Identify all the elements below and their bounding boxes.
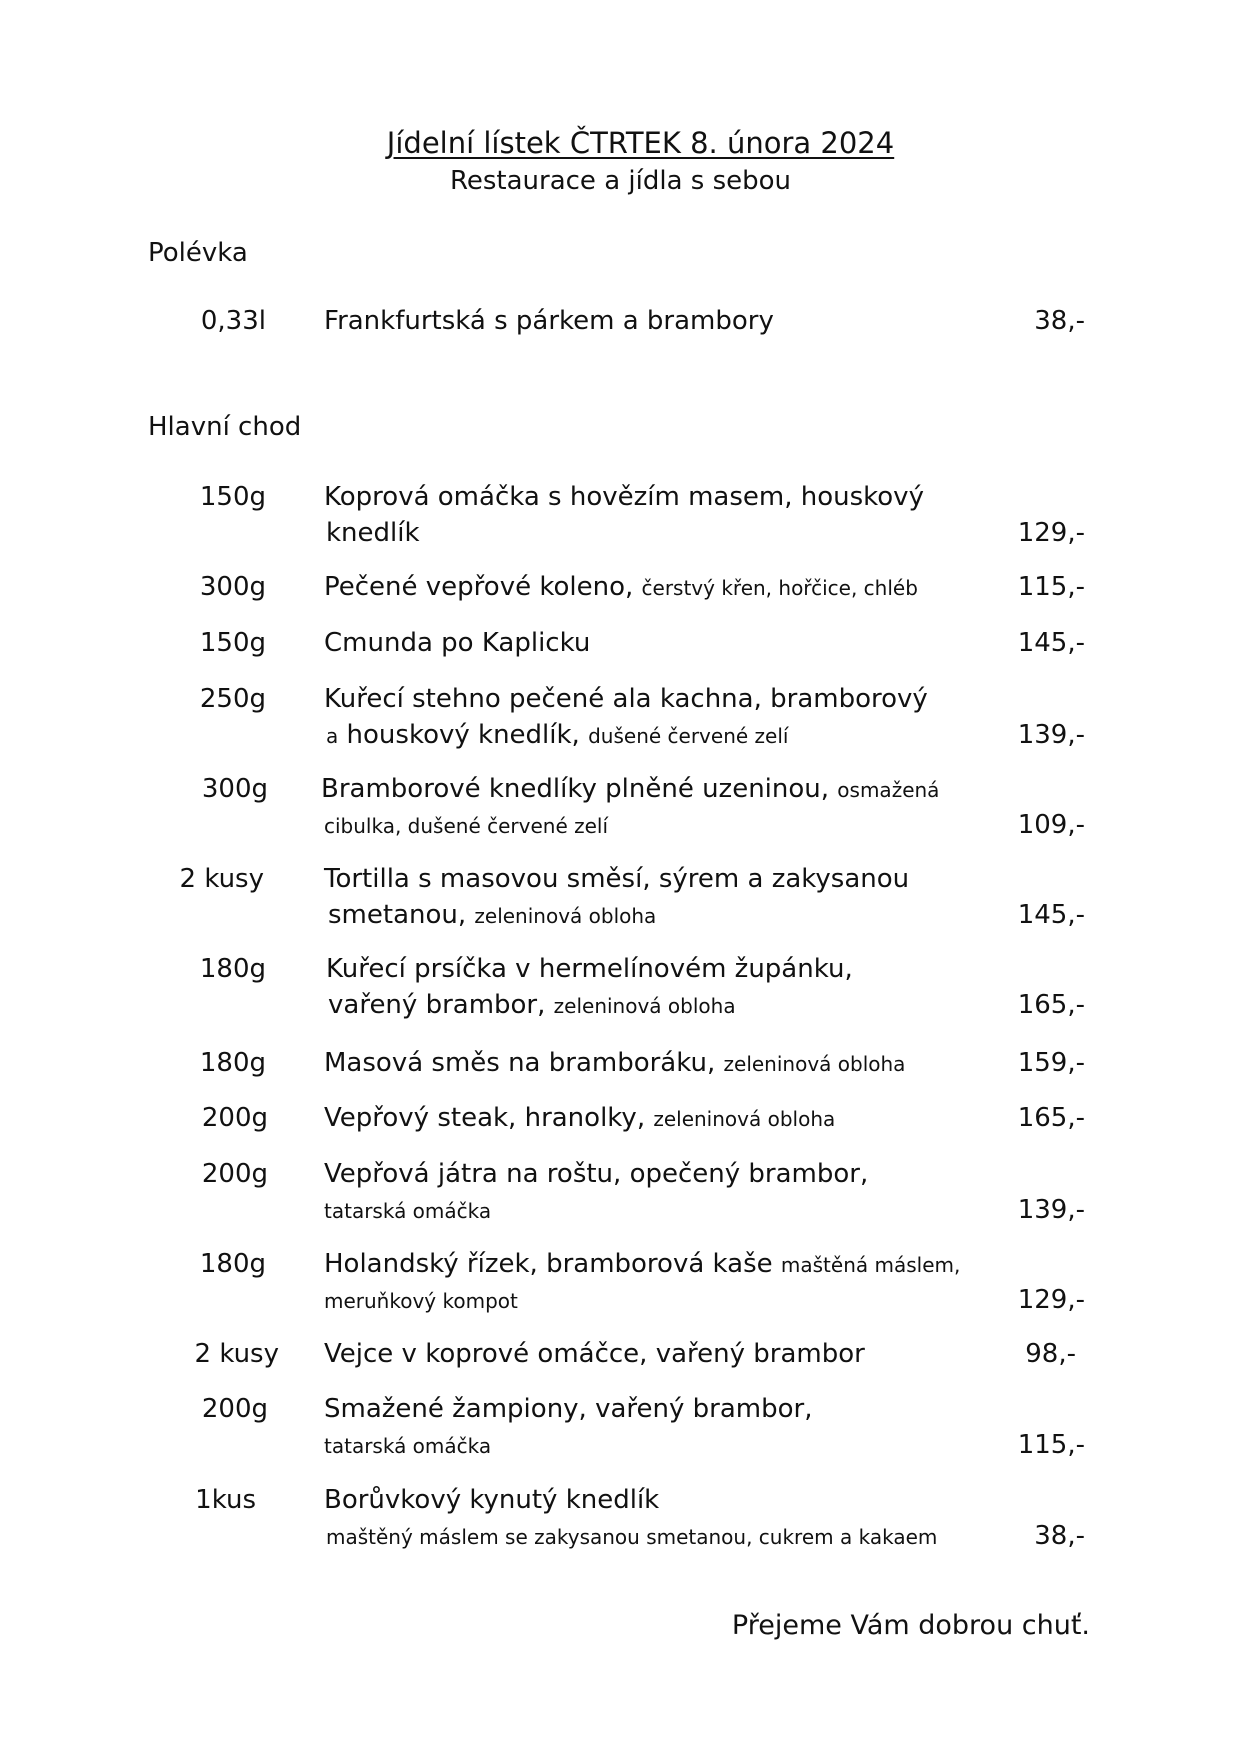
menu-item xyxy=(0,306,1241,366)
menu-title: Jídelní lístek ČTRTEK 8. února 2024 xyxy=(386,126,895,160)
item-quantity: 0,33l xyxy=(200,306,266,336)
item-name-main: Holandský řízek, bramborová kaše xyxy=(324,1249,773,1279)
item-quantity: 250g xyxy=(199,684,266,714)
menu-item xyxy=(0,954,1241,1020)
menu-subtitle-wrap xyxy=(0,166,1241,196)
item-quantity: 2 kusy xyxy=(194,1339,279,1369)
item-price: 115,- xyxy=(1017,1430,1085,1460)
item-side-dish-cont: tatarská omáčka xyxy=(324,1434,492,1458)
item-price: 38,- xyxy=(1034,1521,1085,1551)
item-price: 165,- xyxy=(1017,1103,1085,1133)
item-name-main: houskový knedlík, xyxy=(346,720,580,750)
item-side-dish: zeleninová obloha xyxy=(553,994,736,1018)
item-name: Kuřecí stehno pečené ala kachna, bramborový xyxy=(324,684,928,714)
item-quantity: 200g xyxy=(201,1159,268,1189)
item-price: 129,- xyxy=(1017,518,1085,548)
item-side-dish-cont: cibulka, dušené červené zelí xyxy=(324,814,609,838)
item-price: 145,- xyxy=(1017,628,1085,658)
item-quantity: 2 kusy xyxy=(179,864,264,894)
item-side-dish-cont: tatarská omáčka xyxy=(324,1199,492,1223)
item-side-dish: čerstvý křen, hořčice, chléb xyxy=(641,576,918,600)
item-name-prefix: a xyxy=(326,724,339,748)
menu-subtitle: Restaurace a jídla s sebou xyxy=(449,166,792,196)
item-quantity: 300g xyxy=(199,572,266,602)
item-quantity: 150g xyxy=(199,628,266,658)
item-price: 145,- xyxy=(1017,900,1085,930)
item-name xyxy=(324,1048,905,1078)
item-name-cont xyxy=(326,720,788,750)
item-name xyxy=(324,572,918,602)
item-side-dish: dušené červené zelí xyxy=(588,724,789,748)
item-name-cont: knedlík xyxy=(326,518,420,548)
item-name-main: smetanou, xyxy=(328,900,467,930)
item-name xyxy=(324,1103,835,1133)
item-side-dish: zeleninová obloha xyxy=(653,1107,836,1131)
item-price: 109,- xyxy=(1017,810,1085,840)
menu-item xyxy=(0,1048,1241,1108)
item-name-main: vařený brambor, xyxy=(328,990,546,1020)
item-price: 165,- xyxy=(1017,990,1085,1020)
menu-header xyxy=(0,126,1241,160)
menu-item xyxy=(0,1485,1241,1551)
item-price: 139,- xyxy=(1017,720,1085,750)
item-price: 115,- xyxy=(1017,572,1085,602)
menu-item xyxy=(0,1103,1241,1163)
item-quantity: 150g xyxy=(199,482,266,512)
menu-item xyxy=(0,1394,1241,1460)
footer-greeting: Přejeme Vám dobrou chuť. xyxy=(731,1610,1090,1641)
item-quantity: 180g xyxy=(199,1249,266,1279)
item-name xyxy=(321,774,939,804)
section-label-soup: Polévka xyxy=(148,238,248,268)
item-quantity: 300g xyxy=(201,774,268,804)
item-name-cont xyxy=(328,990,736,1020)
item-name: Vepřová játra na roštu, opečený brambor, xyxy=(324,1159,869,1189)
item-quantity: 200g xyxy=(201,1103,268,1133)
item-name: Tortilla s masovou směsí, sýrem a zakysanou xyxy=(324,864,910,894)
item-price: 38,- xyxy=(1034,306,1085,336)
menu-item xyxy=(0,684,1241,750)
item-quantity: 180g xyxy=(199,954,266,984)
item-name-cont xyxy=(328,900,656,930)
menu-item xyxy=(0,1249,1241,1315)
item-side-dish: osmažená xyxy=(837,778,940,802)
item-name-main: Bramborové knedlíky plněné uzeninou, xyxy=(321,774,830,804)
item-name-main: Pečené vepřové koleno, xyxy=(324,572,634,602)
item-name: Kuřecí prsíčka v hermelínovém župánku, xyxy=(326,954,853,984)
item-name: Vejce v koprové omáčce, vařený brambor xyxy=(324,1339,865,1369)
item-price: 139,- xyxy=(1017,1195,1085,1225)
menu-item xyxy=(0,482,1241,548)
item-price: 98,- xyxy=(1025,1339,1076,1369)
item-quantity: 180g xyxy=(199,1048,266,1078)
item-name-main: Masová směs na bramboráku, xyxy=(324,1048,716,1078)
item-quantity: 200g xyxy=(201,1394,268,1424)
item-side-dish: maštěná máslem, xyxy=(780,1253,961,1277)
item-name-main: Vepřový steak, hranolky, xyxy=(324,1103,646,1133)
item-name: Smažené žampiony, vařený brambor, xyxy=(324,1394,813,1424)
menu-item xyxy=(0,628,1241,688)
section-label-main: Hlavní chod xyxy=(148,412,302,442)
item-name: Frankfurtská s párkem a brambory xyxy=(324,306,774,336)
item-name xyxy=(324,1249,960,1279)
menu-item xyxy=(0,864,1241,930)
item-price: 129,- xyxy=(1017,1285,1085,1315)
item-name: Cmunda po Kaplicku xyxy=(324,628,591,658)
item-name: Borůvkový kynutý knedlík xyxy=(324,1485,660,1515)
item-name: Koprová omáčka s hovězím masem, houskový xyxy=(324,482,924,512)
item-price: 159,- xyxy=(1017,1048,1085,1078)
item-side-dish: zeleninová obloha xyxy=(723,1052,906,1076)
menu-item xyxy=(0,1339,1241,1399)
item-side-dish: zeleninová obloha xyxy=(474,904,657,928)
item-side-dish-cont: meruňkový kompot xyxy=(324,1289,518,1313)
menu-item xyxy=(0,572,1241,632)
menu-item xyxy=(0,1159,1241,1225)
menu-item xyxy=(0,774,1241,840)
item-side-dish-cont: maštěný máslem se zakysanou smetanou, cukrem a kakaem xyxy=(326,1525,938,1549)
item-quantity: 1kus xyxy=(195,1485,256,1515)
